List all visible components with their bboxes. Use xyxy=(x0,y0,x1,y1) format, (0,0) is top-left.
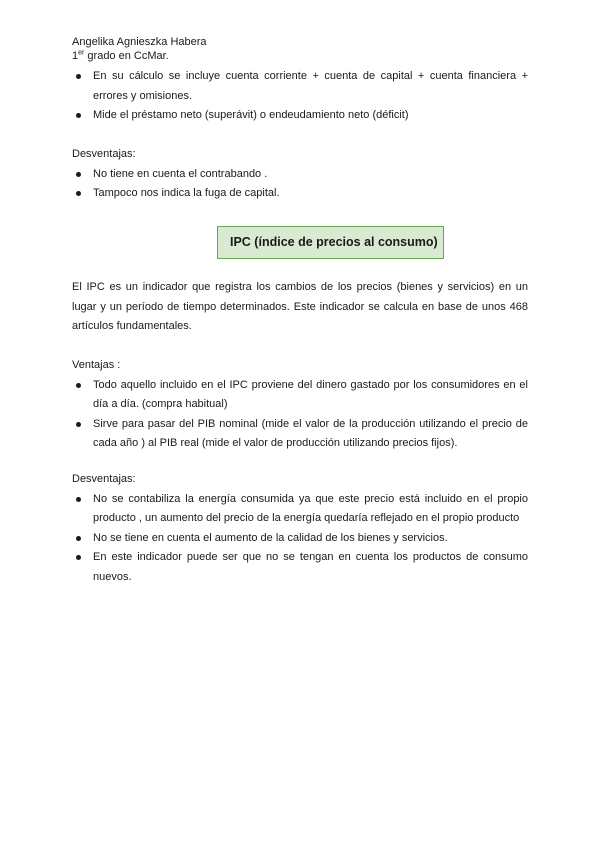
grade-number: 1 xyxy=(72,50,79,62)
list-item: Tampoco nos indica la fuga de capital. xyxy=(72,184,528,204)
list-item: Mide el préstamo neto (superávit) o endeudamiento neto (déficit) xyxy=(72,106,528,126)
ipc-paragraph: El IPC es un indicador que registra los cambios de los precios (bienes y servicios) en un lugar y un período de tiempo determinados. Este indicador se calcula en base de unos 468 artículos fundamentales. xyxy=(72,281,528,332)
desventajas2-list xyxy=(72,490,528,588)
author-name: Angelika Agnieszka Habera xyxy=(72,36,207,48)
ipc-title-box: IPC (índice de precios al consumo) xyxy=(217,226,444,259)
list-item: En este indicador puede ser que no se tengan en cuenta los productos de consumo nuevos. xyxy=(72,548,528,587)
desventajas2-heading: Desventajas: xyxy=(72,473,136,485)
list-item: No se contabiliza la energía consumida ya que este precio está incluido en el propio producto , un aumento del precio de la energía quedaría reflejado en el propio producto xyxy=(72,490,528,529)
ventajas-section xyxy=(72,356,528,454)
desventajas1-section xyxy=(72,145,528,204)
ventajas-list xyxy=(72,376,528,454)
ipc-title-box-wrapper xyxy=(217,226,444,259)
list-item: Sirve para pasar del PIB nominal (mide el valor de la producción utilizando el precio de cada año ) al PIB real (mide el valor de producción utilizando precios fijos). xyxy=(72,415,528,454)
desventajas2-section xyxy=(72,470,528,587)
course-line xyxy=(72,49,207,63)
desventajas1-heading: Desventajas: xyxy=(72,148,136,160)
list-item: No tiene en cuenta el contrabando . xyxy=(72,165,528,185)
grade-text: grado en CcMar. xyxy=(84,50,169,62)
list-item: Todo aquello incluido en el IPC proviene del dinero gastado por los consumidores en el día a día. (compra habitual) xyxy=(72,376,528,415)
section1-list xyxy=(72,67,528,126)
list-item: No se tiene en cuenta el aumento de la calidad de los bienes y servicios. xyxy=(72,529,528,549)
ipc-paragraph-block xyxy=(72,278,528,337)
desventajas1-list xyxy=(72,165,528,204)
ventajas-heading: Ventajas : xyxy=(72,359,121,371)
section1-list-block xyxy=(72,67,528,126)
grade-superscript: er xyxy=(78,49,85,57)
list-item: En su cálculo se incluye cuenta corriente + cuenta de capital + cuenta financiera + errores y omisiones. xyxy=(72,67,528,106)
document-header xyxy=(72,35,207,63)
